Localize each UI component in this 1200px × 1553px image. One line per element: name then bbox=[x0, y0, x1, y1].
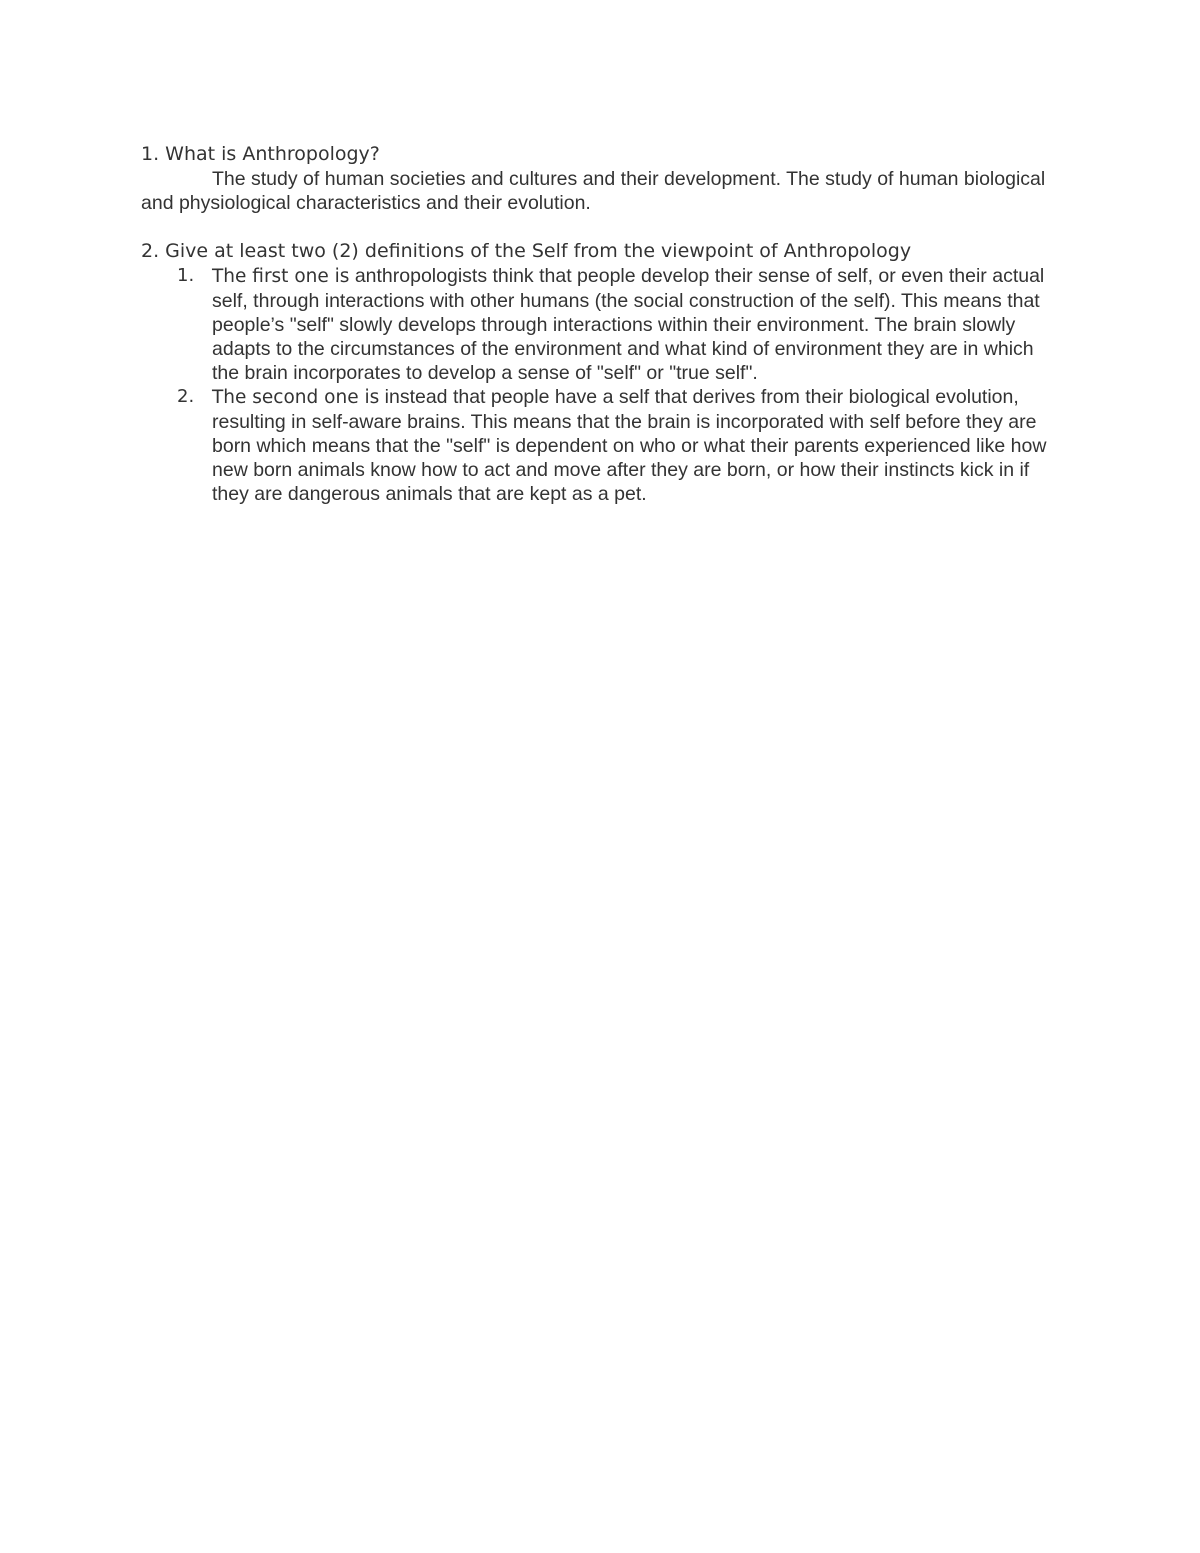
document-body bbox=[141, 141, 1061, 506]
definition-item-2 bbox=[141, 385, 1061, 506]
definition-number-2: 2. bbox=[177, 386, 195, 407]
definitions-list bbox=[141, 264, 1061, 506]
definition-item-1 bbox=[141, 264, 1061, 385]
question-2-heading: 2. Give at least two (2) definitions of the Self from the viewpoint of Anthropology bbox=[141, 240, 912, 262]
question-1-answer: The study of human societies and cultures and their development. The study of human biological and physiological characteristics and their evolution. bbox=[141, 168, 1046, 214]
definition-text-2: instead that people have a self that derives from their biological evolution, resulting in self-aware brains. This means that the brain is incorporated with self before they are born which means that the "self" is dependent on who or what their parents experienced like how new born animals know how to act and move after they are born, or how their instincts kick in if they are dangerous animals that are kept as a pet. bbox=[212, 386, 1047, 505]
definition-lead-1: The first one is bbox=[212, 266, 350, 287]
question-1-heading: 1. What is Anthropology? bbox=[141, 143, 380, 165]
definition-text-1: anthropologists think that people develop their sense of self, or even their actual self, through interactions with other humans (the social construction of the self). This means that people’s "self" slowly develops through interactions within their environment. The brain slowly adapts to the circumstances of the environment and what kind of environment they are in which the brain incorporates to develop a sense of "self" or "true self". bbox=[212, 265, 1045, 384]
definition-number-1: 1. bbox=[177, 265, 195, 286]
definition-lead-2: The second one is bbox=[212, 387, 380, 408]
